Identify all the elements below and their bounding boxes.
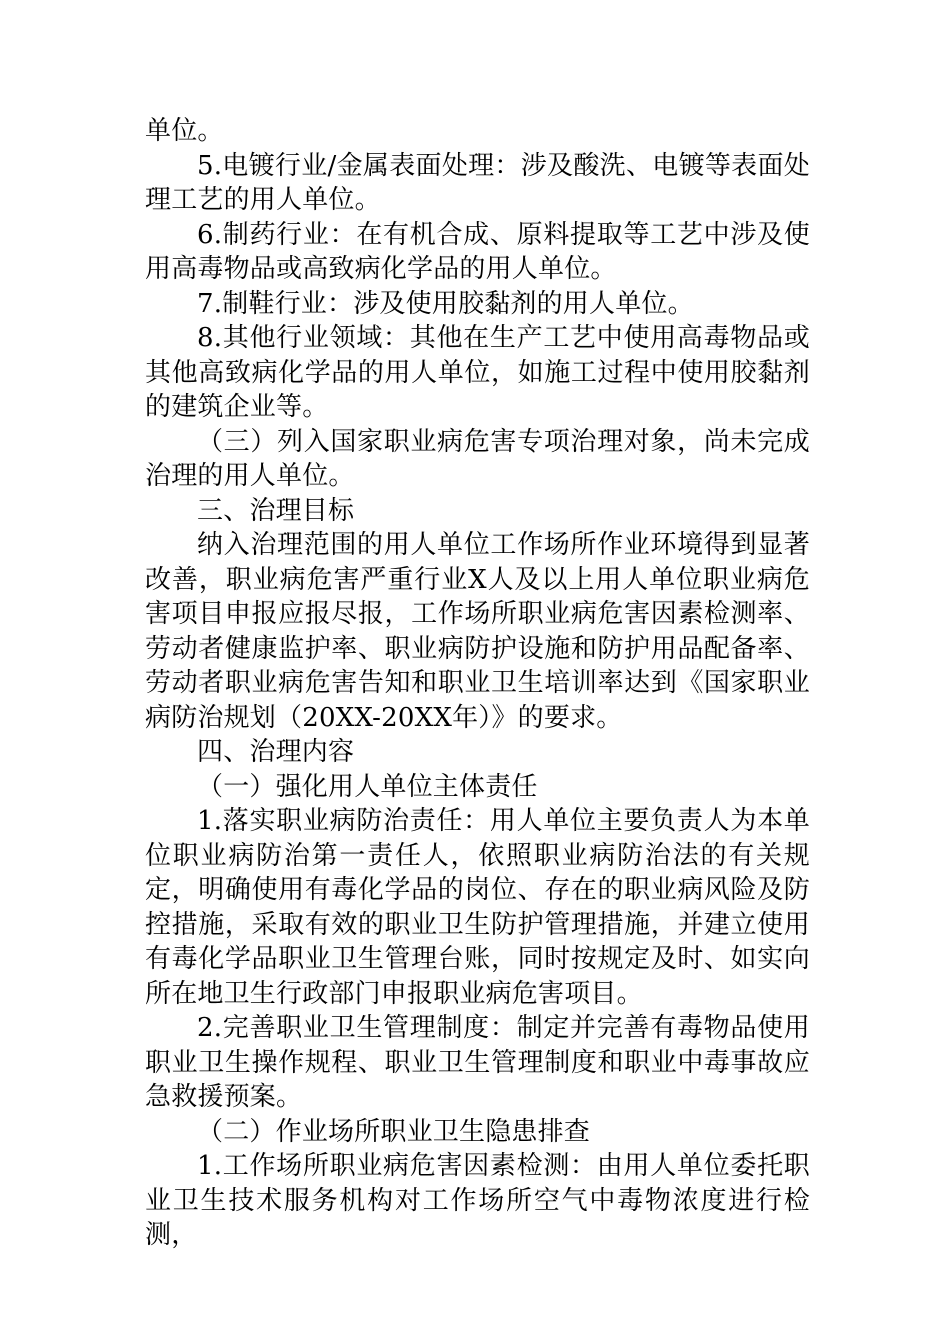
- paragraph-item-7: 7.制鞋行业：涉及使用胶黏剂的用人单位。: [197, 288, 694, 319]
- paragraph-goals: 纳入治理范围的用人单位工作场所作业环境得到显著改善，职业病危害严重行业X人及以上用人单位职业病危害项目申报应报尽报，工作场所职业病危害因素检测率、劳动者健康监护率、职业病防护设施和防护用品配备率、劳动者职业病危害告知和职业卫生培训率达到《国家职业病防治规划（20XX-20XX年）》的要求。: [145, 530, 810, 733]
- paragraph-subsection-3: （三）列入国家职业病危害专项治理对象，尚未完成治理的用人单位。: [145, 426, 810, 491]
- paragraph-item-6: 6.制药行业：在有机合成、原料提取等工艺中涉及使用高毒物品或高致病化学品的用人单位。: [145, 219, 810, 284]
- paragraph-management-system: 2.完善职业卫生管理制度：制定并完善有毒物品使用职业卫生操作规程、职业卫生管理制度和职业中毒事故应急救援预案。: [145, 1013, 810, 1112]
- section-heading-content: 四、治理内容: [197, 737, 355, 767]
- paragraph-item-8: 8.其他行业领域：其他在生产工艺中使用高毒物品或其他高致病化学品的用人单位，如施工过程中使用胶黏剂的建筑企业等。: [145, 323, 810, 422]
- section-heading-goals: 三、治理目标: [197, 495, 355, 526]
- subsection-heading-2: （二）作业场所职业卫生隐患排查: [197, 1116, 591, 1147]
- subsection-heading-1: （一）强化用人单位主体责任: [197, 771, 538, 802]
- paragraph-responsibility: 1.落实职业病防治责任：用人单位主要负责人为本单位职业病防治第一责任人，依照职业病防治法的有关规定，明确使用有毒化学品的岗位、存在的职业病风险及防控措施，采取有效的职业卫生防护管理措施，并建立使用有毒化学品职业卫生管理台账，同时按规定及时、如实向所在地卫生行政部门申报职业病危害项目。: [145, 806, 810, 1009]
- paragraph-continuation: 单位。: [145, 116, 224, 146]
- document-body: [145, 114, 810, 1253]
- paragraph-item-5: 5.电镀行业/金属表面处理：涉及酸洗、电镀等表面处理工艺的用人单位。: [145, 150, 810, 215]
- paragraph-detection: 1.工作场所职业病危害因素检测：由用人单位委托职业卫生技术服务机构对工作场所空气中毒物浓度进行检测，: [145, 1151, 810, 1250]
